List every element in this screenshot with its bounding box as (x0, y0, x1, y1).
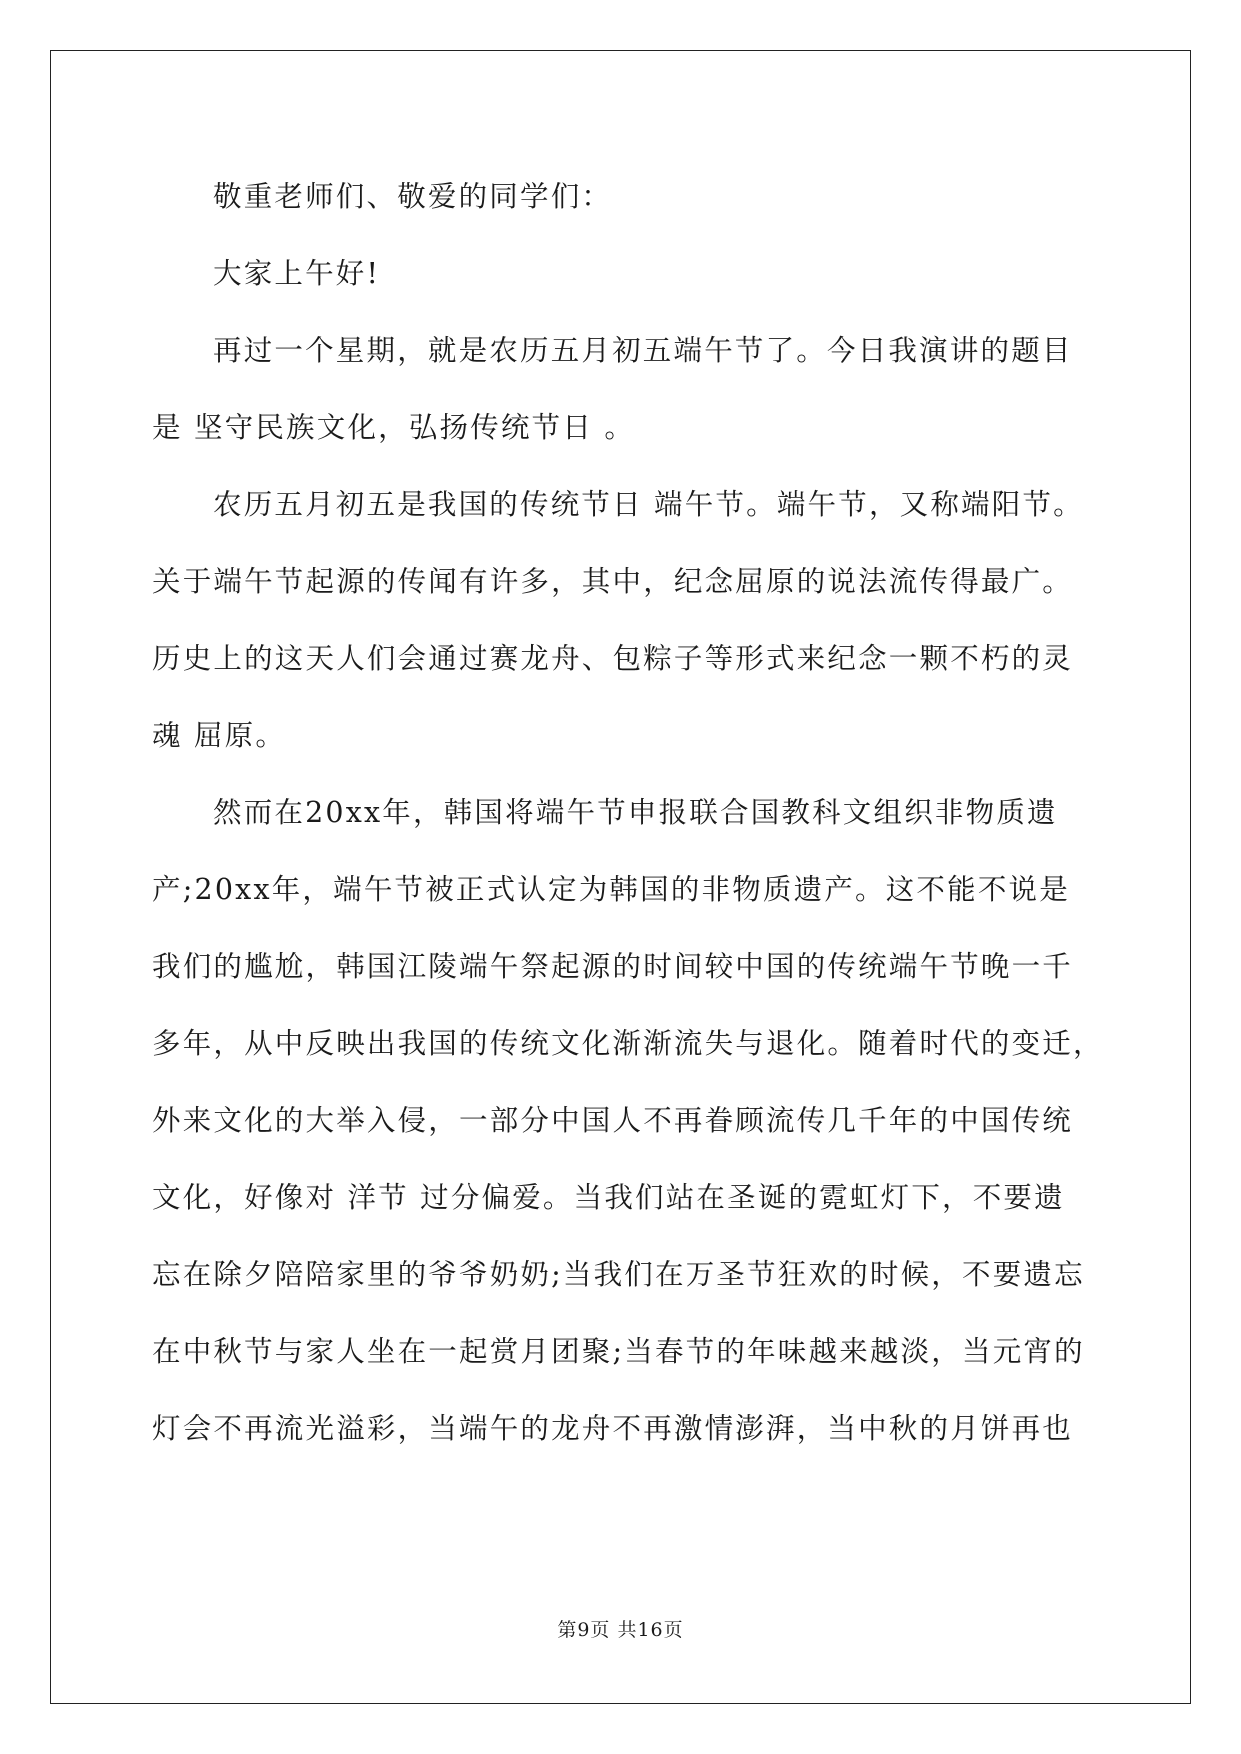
text-line: 农历五月初五是我国的传统节日 端午节。端午节，又称端阳节。 (213, 488, 1084, 521)
text-line: 历史上的这天人们会通过赛龙舟、包粽子等形式来纪念一颗不朽的灵 (152, 642, 1074, 675)
document-body (152, 158, 1104, 1467)
text-line: 关于端午节起源的传闻有许多，其中，纪念屈原的说法流传得最广。 (152, 565, 1074, 598)
text-line: 灯会不再流光溢彩，当端午的龙舟不再激情澎湃，当中秋的月饼再也 (152, 1412, 1074, 1445)
text-line: 外来文化的大举入侵，一部分中国人不再眷顾流传几千年的中国传统 (152, 1104, 1074, 1137)
text-line: 文化，好像对 洋节 过分偏爱。当我们站在圣诞的霓虹灯下，不要遗 (152, 1181, 1065, 1214)
text-line: 产;20xx年，端午节被正式认定为韩国的非物质遗产。这不能不说是 (152, 873, 1070, 906)
text-line: 多年，从中反映出我国的传统文化渐渐流失与退化。随着时代的变迁， (152, 1027, 1104, 1060)
text-line: 敬重老师们、敬爱的同学们： (213, 180, 613, 213)
text-line: 是 坚守民族文化，弘扬传统节日 。 (152, 411, 636, 444)
text-line: 再过一个星期，就是农历五月初五端午节了。今日我演讲的题目 (213, 334, 1073, 367)
text-line: 我们的尴尬，韩国江陵端午祭起源的时间较中国的传统端午节晚一千 (152, 950, 1074, 983)
text-line: 魂 屈原。 (152, 719, 287, 752)
text-line: 大家上午好! (213, 257, 381, 290)
page-number: 第9页 共16页 (557, 1619, 684, 1641)
text-line: 在中秋节与家人坐在一起赏月团聚;当春节的年味越来越淡，当元宵的 (152, 1335, 1085, 1368)
text-line: 忘在除夕陪陪家里的爷爷奶奶;当我们在万圣节狂欢的时候，不要遗忘 (152, 1258, 1085, 1291)
text-line: 然而在20xx年，韩国将端午节申报联合国教科文组织非物质遗 (213, 796, 1058, 829)
